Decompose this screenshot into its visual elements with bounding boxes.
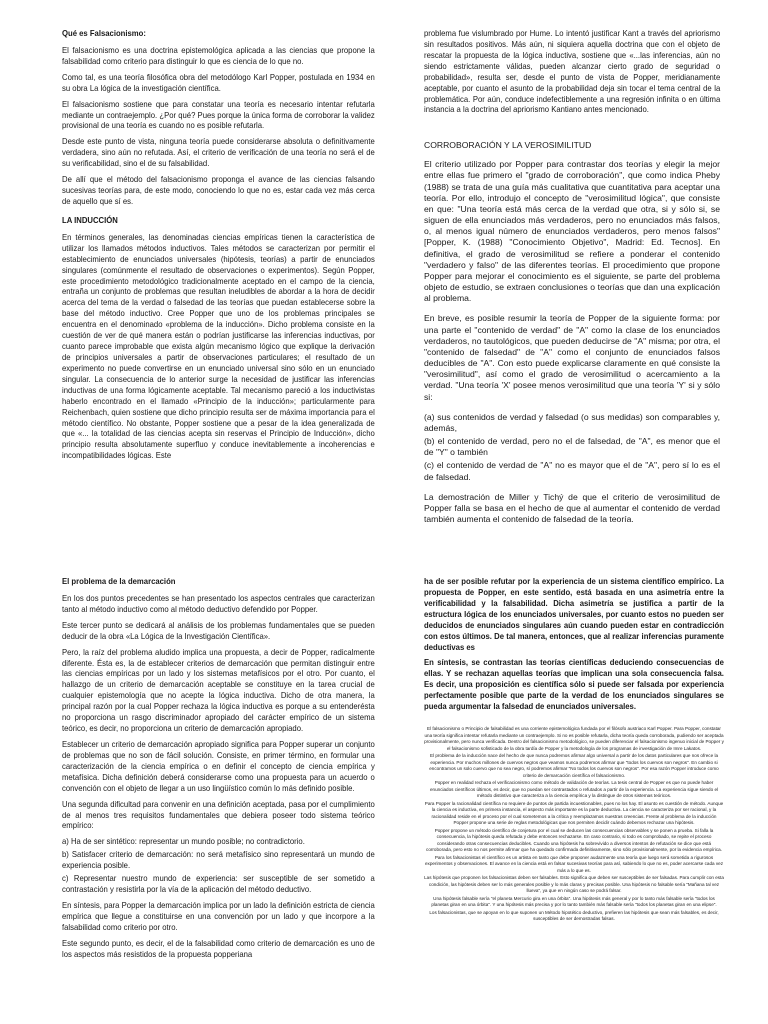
paragraph: En síntesis, se contrastan las teorías científicas deduciendo consecuencias de ellas. Y se rechazan aquellas teorías que implican una sola consecuencia falsa. Es decir, una proposición es científica sólo si puede ser falsada por experiencia perfectamente posible que parte de la verdad de los enunciados singulares se pueda argumentar la falsedad de enunciados universales. xyxy=(424,657,724,712)
paragraph: problema fue vislumbrado por Hume. Lo intentó justificar Kant a través del apriorismo sin resultados positivos. Más aún, ni siquiera aquella doctrina que con el objeto de rescatar la propuesta de la lógica inductiva, sostiene que «...las inferencias, aún no siendo estrictamente válidas, pueden alcanzar cierto grado de seguridad o probabilidad», resulta ser, desde el punto de vista de Popper, meridianamente aceptable, por cuanto el asunto de la probabilidad deja sin tocar el tema central de la problemática. Por aún, conduce indefectiblemente a una regresión infinita o en última instancia a la doctrina del apriorismo Kantiano antes mencionado. xyxy=(424,28,721,115)
paragraph: Como tal, es una teoría filosófica obra del metodólogo Karl Popper, postulada en 1934 en su obra La lógica de la investigación científica. xyxy=(62,71,375,93)
paragraph: Pero, la raíz del problema aludido implica una propuesta, a decir de Popper, radicalmente diferente. Ésta es, la de establecer criterios de demarcación que permitan distinguir entre las ciencias empíricas por un lado y los sistemas metafísicos por el otro. Por cuanto, el hallazgo de un criterio de demarcación aceptable se constituye en la tarea crucial de cualquier epistemología que no acepte la lógica inductiva. Dicho de otra manera, la principal razón por la cual Popper rechaza la lógica inductiva es porque a su entenderésta no proporciona un rasgo discriminador apropiado del carácter empírico de un sistema teórico, es decir, no proporciona un criterio de demarcación apropiado. xyxy=(62,646,375,734)
page1-right-column xyxy=(424,140,720,525)
small-paragraph: Popper propone un método científico de conjetura por el cual se deducen las consecuencias observables y se ponen a prueba. Si falla la consecuencia, la hipótesis queda refutada y debe entonces rechazarse. En caso contrario, si todo es comprobado, se repite el proceso considerando otras consecuencias deducibles. Cuando una hipótesis ha sobrevivido a diversos intentos de refutación se dice que está corroborada, pero esto no nos permite afirmar que ha quedado confirmada definitivamente, sino sólo provisionalmente, por la evidencia empírica. xyxy=(426,827,722,853)
requisitos-list xyxy=(62,836,375,895)
paragraph: Este tercer punto se dedicará al análisis de los problemas fundamentales que se pueden deducir de la obra «La Lógica de la Investigación Científica». xyxy=(62,619,375,641)
small-paragraph: El problema de la inducción nace del hecho de que nunca podremos afirmar algo universal a partir de los datos particulares que nos ofrece la experiencia. Por muchos millones de cuervos negros que veamos nunca podremos afirmar que "todos los cuervos son negros". En cambio si encontramos un solo cuervo que no sea negro, sí podremos afirmar "No todos los cuervos son negros". Por esa razón Popper introduce como criterio de demarcación científica el falsacionismo. xyxy=(429,753,719,778)
paragraph: La demostración de Miller y Tichý de que el criterio de verosimilitud de Popper falla se basa en el hecho de que al aumentar el contenido de verdad también aumenta el contenido de falsedad de la teoría. xyxy=(424,491,720,525)
page2-right-column-top xyxy=(424,576,724,724)
corroboracion-heading: CORROBORACIÓN Y LA VEROSIMILITUD xyxy=(424,140,592,150)
small-paragraph: Para los falsacionistas el científico es un artista en tanto que debe proponer audazmente una teoría que luego será sometida a rigurosos experimentos y observaciones. El avance en la ciencia está en falsar sucesivas teorías para así, sabiendo lo que no es, poder acercarse cada vez más a lo que es. xyxy=(425,854,723,873)
paragraph: Una segunda dificultad para convenir en una definición aceptada, pasa por el cumplimiento de al menos tres requisitos fundamentales que debiera poseer todo sistema teórico empírico: xyxy=(62,798,375,831)
paragraph: En síntesis, para Popper la demarcación implica por un lado la definición estricta de ciencia empírica que llegue a constituirse en una convención por un lado y que incorpore a la falsabilidad como criterio por otro. xyxy=(62,899,375,932)
page1-right-column-top xyxy=(424,28,720,140)
demarcacion-heading: El problema de la demarcación xyxy=(62,576,176,586)
paragraph: En los dos puntos precedentes se han presentado los aspectos centrales que caracterizan tanto al método inductivo como al método deductivo defendido por Popper. xyxy=(62,592,375,614)
list-item: c) Representar nuestro mundo de experiencia: ser susceptible de ser sometido a contrastación y resistirla por la vía de la aplicación del método deductivo. xyxy=(62,873,375,895)
paragraph: El falsacionismo sostiene que para constatar una teoría es necesario intentar refutarla mediante un contraejemplo. ¿Por qué? Pues porque la única forma de corroborar la validez provisional de una teoría es cuando no es posible refutarla. xyxy=(62,98,375,131)
verosimilitud-list xyxy=(424,412,720,483)
falsacionismo-heading: Qué es Falsacionismo: xyxy=(62,28,146,38)
induccion-heading: LA INDUCCIÓN xyxy=(62,214,118,225)
page1-left-column xyxy=(62,28,375,461)
list-item: (a) sus contenidos de verdad y falsedad (o sus medidas) son comparables y, además, xyxy=(424,411,720,433)
list-item: a) Ha de ser sintético: representar un mundo posible; no contradictorio. xyxy=(62,836,305,847)
paragraph: El criterio utilizado por Popper para contrastar dos teorías y elegir la mejor entre ellas fue primero el "grado de corroboración", que como indica Pheby (1988) se trata de una guía más cualitativa que cuantitativa para aceptar una teoría. Por ello, introdujo el concepto de "verosimilitud lógica", que consiste en que: "Una teoría está más cerca de la verdad que otra, si y sólo si, se siguen de ella enunciados más verdaderos, pero no enunciados más falsos, o, al menos igual número de enunciados verdaderos, pero menos falsos" [Popper, K. (1988) "Conocimiento Objetivo", Madrid: Ed. Tecnos]. En definitiva, el grado de verosimilitud se refiere a ponderar el contenido "verdadero y falso" de las diferentes teorías. El procedimiento que propone Popper para mejorar el conocimiento es el siguiente, se parte del problema objeto de estudio, se extraen conclusiones o teorías que dan una explicación al problema. xyxy=(424,159,720,304)
paragraph: En términos generales, las denominadas ciencias empíricas tienen la característica de utilizar los llamados métodos inductivos. Tales métodos se caracterizan por permitir el establecimiento de enunciados universales (hipótesis, teorías) a partir de enunciados singulares (comúnmente el resultado de observaciones o experimentos). Según Popper, este procedimiento metodológico tradicionalmente aceptado en el campo de la ciencia, entraña un conjunto de problemas que resultan ineludibles de abordar a la hora de decidir acerca del tema de la verdad o falsedad de las teorías que puedan establecerse sobre la base del método inductivo. Cree Popper que uno de los problemas principales se encuentra en el denominado «problema de la inducción». Dicho problema consiste en la cuestión de ver de qué manera están o podrían justificarse las inferencias inductivas, por cuanto parece improbable que exista algún mecanismo lógico que explique la derivación de principios universales a partir de observaciones particulares; el resultado de un experimento no puede convertirse en un enunciado universal sino sólo en un enunciado singular. La consecuencia de lo anterior surge la necesidad de justificar las inferencias inductivas de una forma lógicamente aceptable. Tal mecanismo pareció a los inductivistas haberlo encontrado en el llamado «Principio de la inducción»; particularmente para Reichenbach, quien sostiene que dicho principio resulta ser de máxima importancia para el método científico. No obstante, Popper sostiene que a pesar de la idea generalizada de que «... la totalidad de las ciencias acepta sin reservas el Principio de Inducción», dicho principio resulta absolutamente superfluo y conduce inevitablemente a incoherencias e incompatibilidades lógicas. Este xyxy=(62,231,375,461)
paragraph: Establecer un criterio de demarcación apropiado significa para Popper superar un conjunto de problemas que no son de fácil solución. Consiste, en primer término, en formular una caracterización de la ciencia empírica o en definir el concepto de ciencia empírica y metafísica. Dicha definición deberá considerarse como una propuesta para un acuerdo o convención con el objeto de llegar a un uso lingüístico común lo más definido posible. xyxy=(62,738,375,793)
paragraph: En breve, es posible resumir la teoría de Popper de la siguiente forma: por una parte el "contenido de verdad" de "A" como la clase de los enunciados verdaderos, no tautológicos, que pueden deducirse de "A" misma; por otra, el "contenido de falsedad" de "A" como el conjunto de enunciados falsos deducibles de "A". Con esto puede explicarse claramente en qué consiste la "verosimilitud", así como el grado de verosimilitud o acercamiento a la verdad. "Una teoría 'X' posee menos verosimilitud que una teoría 'Y' si y sólo si: xyxy=(424,313,720,402)
small-paragraph: Popper en realidad rechaza el verificacionismo como método de validación de teorías. La tesis central de Popper es que no puede haber enunciados científicos últimos, es decir, que no puedan ser contrastados o refutados a partir de la experiencia. La experiencia sigue siendo el método distintivo que caracteriza a la ciencia empírica y la distingue de otros sistemas teóricos. xyxy=(429,780,719,799)
paragraph: Desde este punto de vista, ninguna teoría puede considerarse absoluta o definitivamente verdadera, sino aún no refutada. Así, el criterio de verificación de una teoría no será el de su verificabilidad, sino el de su falsabilidad. xyxy=(62,136,375,169)
list-item: (b) el contenido de verdad, pero no el de falsedad, de "A", es menor que el de "Y" o también xyxy=(424,436,720,458)
list-item: (c) el contenido de verdad de "A" no es mayor que el de "A", pero sí lo es el de falsedad. xyxy=(424,460,720,482)
list-item: b) Satisfacer criterio de demarcación: no será metafísico sino representará un mundo de experiencia posible. xyxy=(62,849,375,871)
paragraph: ha de ser posible refutar por la experiencia de un sistema científico empírico. La propuesta de Popper, en este sentido, está basada en una asimetría entre la verificabilidad y la falsabilidad. Dicha asimetría se justifica a partir de la estructura lógica de los enunciados universales, por cuanto estos no pueden ser deducidos de enunciados singulares aún cuando pueden estar en contradicción con estos últimos. De tal manera, entonces, que al realizar inferencias puramente deductivas es xyxy=(424,576,724,652)
small-paragraph: Los falsacionistas, que se apoyan en lo que suponen un Método hipotético deductivo, prefieren las hipótesis que sean más falsables, es decir, susceptibles de ser demostradas falsas. xyxy=(429,909,719,922)
small-paragraph: Para Popper la racionalidad científica no requiere de puntos de partida incuestionables, pues no los hay. El asunto es cuestión de método. Aunque la ciencia es inductiva, en primera instancia, el aspecto más importante es la parte deductiva. La ciencia se caracteriza por ser racional, y la racionalidad reside en el proceso por el cual sometemos a la crítica y reemplazamos nuestras creencias. Frente al problema de la inducción Popper propone una serie de reglas metodológicas que nos permiten decidir cuándo debemos rechazar una hipótesis. xyxy=(424,800,724,826)
small-paragraph: Una hipótesis falsable sería "el planeta Mercurio gira en una órbita". Una hipótesis más general y por lo tanto más falsable sería "todos los planetas giran en una órbita". Y una hipótesis más precisa y por lo tanto también más falsable sería "todos los planetas giran en una elipse". xyxy=(431,895,717,908)
page2-left-column xyxy=(62,576,375,1024)
small-paragraph: El falsacionismo o Principio de falsabilidad es una corriente epistemológica fundada por el filósofo austriaco Karl Popper. Para Popper, constatar una teoría significa intentar refutarla mediante un contraejemplo. Si no es posible refutarla, dicha teoría queda corroborada, pudiendo ser aceptada provisionalmente, pero nunca verificada. Dentro del falsacionismo metodológico, se pueden diferenciar el falsacionismo ingenuo inicial de Popper y el falsacionismo sofisticado de la obra tardía de Popper y la metodología de los programas de investigación de Imre Lakatos. xyxy=(424,726,724,751)
page2-right-small-print xyxy=(424,726,724,1024)
paragraph: El falsacionismo es una doctrina epistemológica aplicada a las ciencias que propone la falsabilidad como criterio para distinguir lo que es ciencia de lo que no. xyxy=(62,44,375,66)
paragraph: Este segundo punto, es decir, el de la falsabilidad como criterio de demarcación es uno de los aspectos más resistidos de la propuesta popperiana xyxy=(62,937,375,959)
paragraph: De allí que el método del falsacionismo proponga el avance de las ciencias falsando sucesivas teorías para, de este modo, conociendo lo que no es, estar cada vez más cerca de aquello que sí es. xyxy=(62,174,375,206)
small-paragraph: Las hipótesis que proponen los falsacionistas deben ser falsables. Esto significa que deben ser susceptibles de ser falsadas. Para cumplir con esta condición, las hipótesis deben ser lo más generales posible y lo más claras y precisas posible. Una hipótesis no falsable sería "Mañana tal vez llueva", ya que en ningún caso se podrá falsar. xyxy=(424,875,724,894)
